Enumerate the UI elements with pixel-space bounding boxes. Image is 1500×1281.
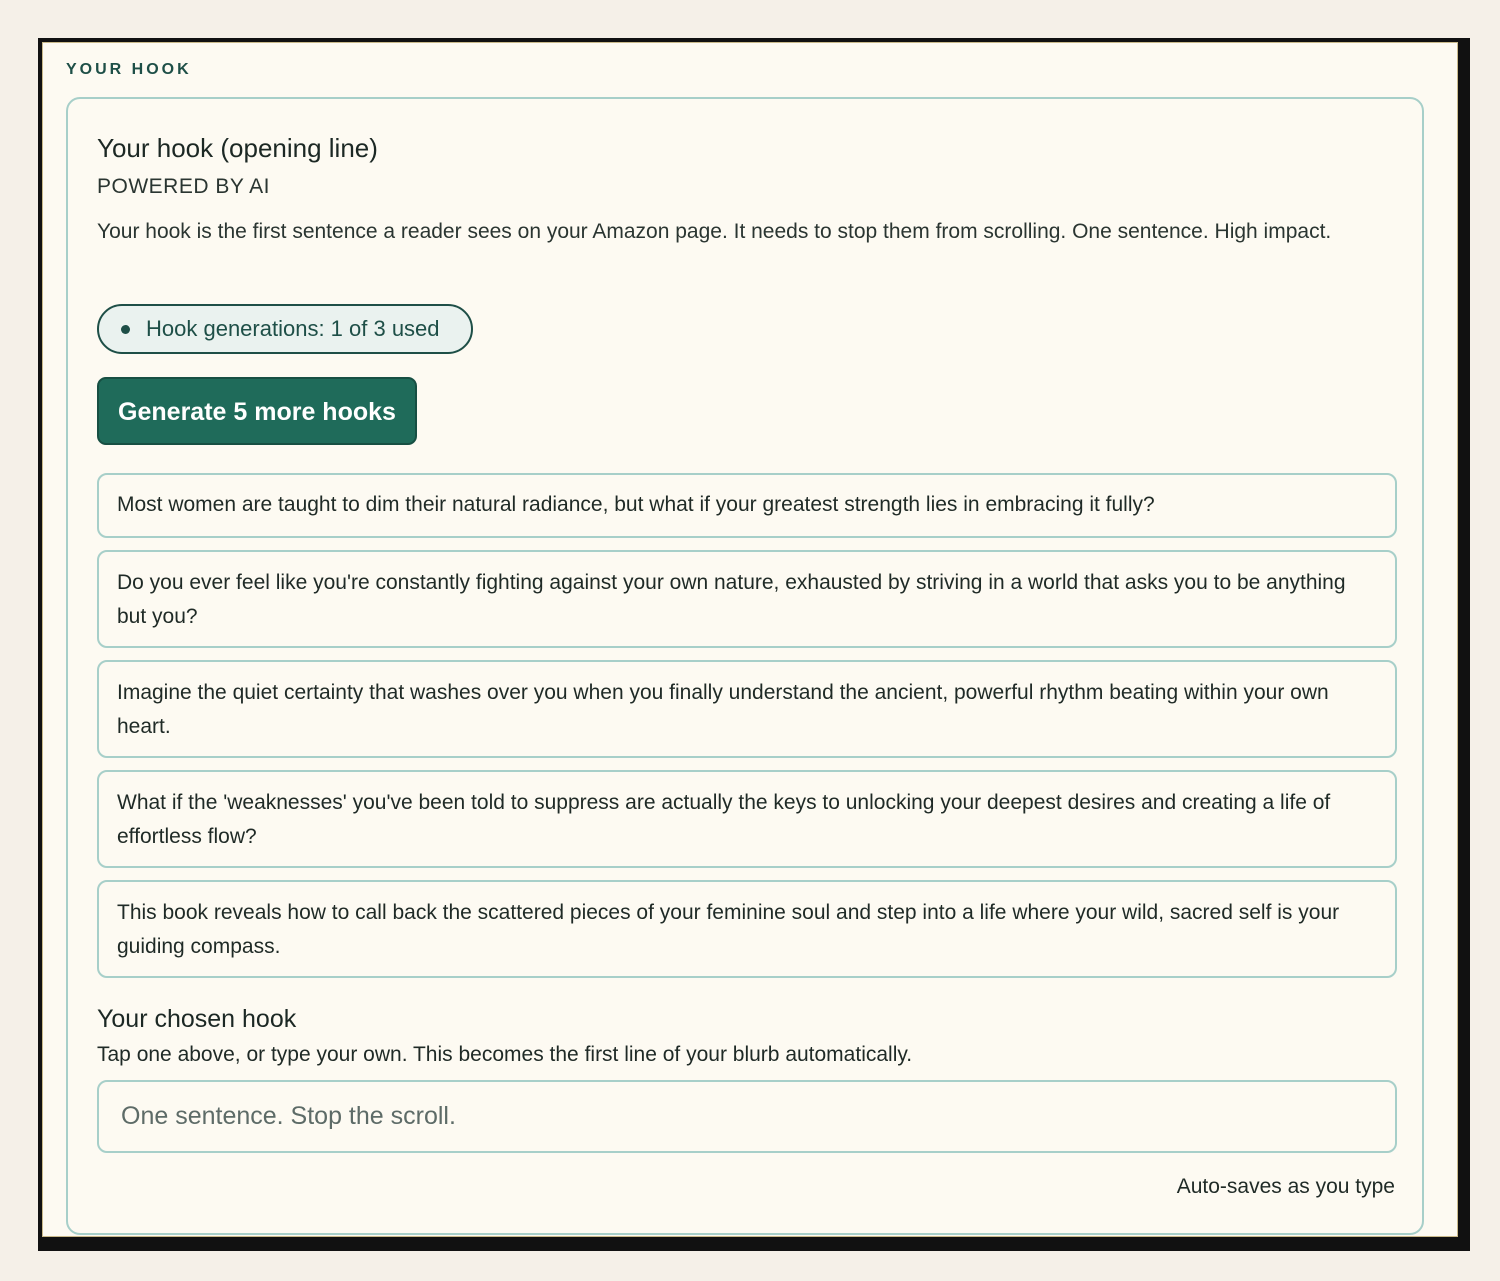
autosave-note: Auto-saves as you type xyxy=(1176,1175,1395,1198)
generations-status-badge xyxy=(97,304,473,354)
hook-card xyxy=(66,97,1424,1235)
status-dot-icon xyxy=(121,325,130,334)
hook-option[interactable]: Imagine the quiet certainty that washes over you when you finally understand the ancient, powerful rhythm beating within your own heart. xyxy=(97,660,1397,758)
chosen-hook-title: Your chosen hook xyxy=(97,1005,297,1033)
chosen-hook-input[interactable] xyxy=(97,1080,1397,1153)
window-frame xyxy=(38,38,1470,1251)
hook-options-list xyxy=(97,473,1397,990)
chosen-hook-instructions: Tap one above, or type your own. This becomes the first line of your blurb automatically. xyxy=(97,1043,913,1066)
hook-option[interactable]: This book reveals how to call back the scattered pieces of your feminine soul and step into a life where your wild, sacred self is your guiding compass. xyxy=(97,880,1397,978)
generate-hooks-button[interactable]: Generate 5 more hooks xyxy=(97,377,417,445)
section-label: YOUR HOOK xyxy=(66,61,192,78)
card-title: Your hook (opening line) xyxy=(97,133,378,163)
card-description: Your hook is the first sentence a reader sees on your Amazon page. It needs to stop them from scrolling. One sentence. High impact. xyxy=(97,220,1332,243)
powered-by-label: POWERED BY AI xyxy=(97,175,270,198)
hook-panel xyxy=(42,42,1458,1237)
generations-status-text: Hook generations: 1 of 3 used xyxy=(146,316,440,341)
hook-option[interactable]: Most women are taught to dim their natural radiance, but what if your greatest strength lies in embracing it fully? xyxy=(97,473,1397,538)
hook-option[interactable]: What if the 'weaknesses' you've been told to suppress are actually the keys to unlocking your deepest desires and creating a life of effortless flow? xyxy=(97,770,1397,868)
hook-option[interactable]: Do you ever feel like you're constantly fighting against your own nature, exhausted by striving in a world that asks you to be anything but you? xyxy=(97,550,1397,648)
